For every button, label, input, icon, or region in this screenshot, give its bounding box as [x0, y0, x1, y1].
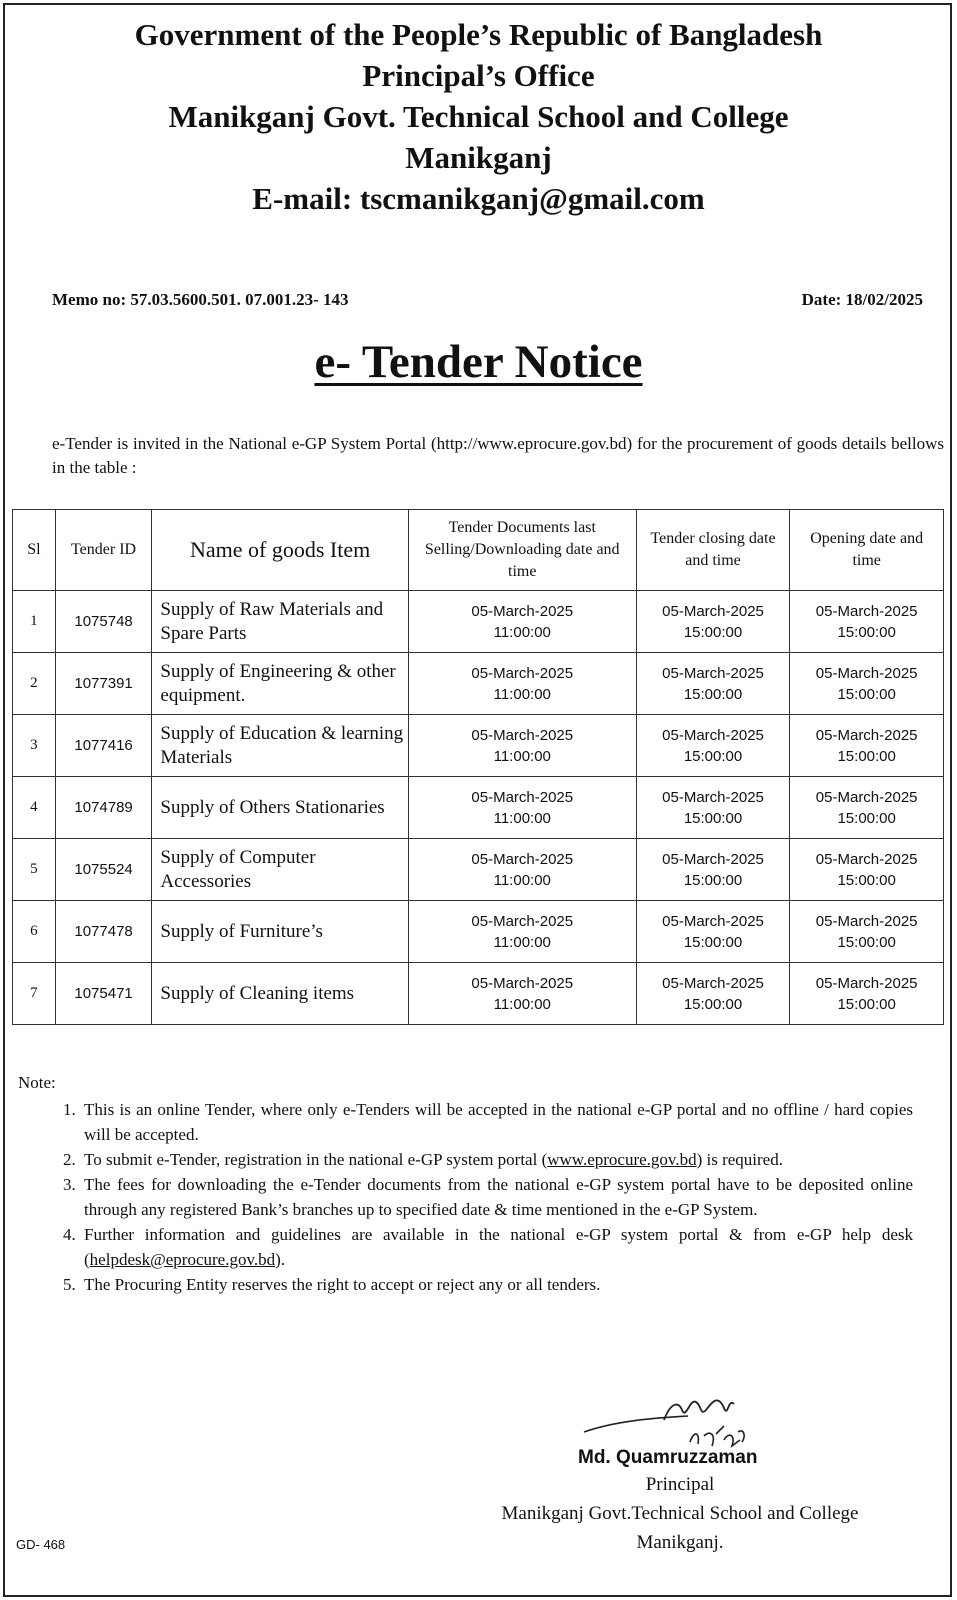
cell-opening-text: 15:00:00 [837, 685, 896, 703]
intro-paragraph: e-Tender is invited in the National e-GP System Portal (http://www.eprocure.gov.bd) for the procurement of goods details bellows in the table : [52, 434, 944, 477]
cell-opening-text: 05-March-2025 [815, 726, 918, 744]
cell-opening-text: 05-March-2025 [815, 788, 918, 806]
col-header-sl: Sl [13, 510, 56, 591]
header-email: E-mail: tscmanikganj@gmail.com [252, 181, 705, 216]
cell-opening-text: 05-March-2025 [815, 602, 918, 620]
cell-opening-text: 15:00:00 [837, 809, 896, 827]
note-text: ) is required. [696, 1150, 783, 1169]
cell-closing [636, 715, 790, 777]
cell-goods-name [152, 963, 408, 1025]
note-link[interactable]: helpdesk@eprocure.gov.bd [89, 1250, 276, 1269]
cell-docs-date [408, 591, 636, 653]
notes-label: Note: [18, 1073, 56, 1092]
table-row [13, 839, 944, 901]
note-text: The Procuring Entity reserves the right to accept or reject any or all tenders. [84, 1275, 601, 1294]
cell-closing [636, 591, 790, 653]
cell-tender-id [55, 901, 152, 963]
cell-docs-date-text: 11:00:00 [493, 871, 551, 889]
table-row [13, 591, 944, 653]
cell-closing-text: 15:00:00 [683, 685, 743, 703]
col-header-docs-date: Tender Documents last Selling/Downloading date and time [408, 510, 636, 591]
signatory-name: Md. Quamruzzaman [578, 1447, 758, 1468]
cell-opening-text: 15:00:00 [837, 747, 896, 765]
cell-closing-text: 05-March-2025 [662, 788, 764, 806]
cell-sl-text: 5 [30, 861, 38, 877]
cell-sl-text: 4 [30, 799, 38, 815]
cell-docs-date [408, 777, 636, 839]
cell-docs-date [408, 653, 636, 715]
signatory-institution: Manikganj Govt.Technical School and College [501, 1503, 859, 1524]
cell-sl-text: 6 [30, 923, 38, 939]
table-row [13, 777, 944, 839]
cell-docs-date-text: 05-March-2025 [471, 664, 574, 682]
cell-closing-text: 05-March-2025 [662, 602, 764, 620]
note-link[interactable]: www.eprocure.gov.bd [547, 1150, 697, 1169]
cell-goods-name [152, 777, 408, 839]
cell-sl [13, 653, 56, 715]
cell-goods-name [152, 839, 408, 901]
col-header-goods-name: Name of goods Item [152, 510, 408, 591]
note-text: This is an online Tender, where only e-Tenders will be accepted in the national e-GP portal and no offline / hard copies will be accepted. [84, 1100, 913, 1144]
notice-date: Date: 18/02/2025 [801, 290, 923, 309]
cell-opening [790, 715, 944, 777]
cell-goods-name [152, 653, 408, 715]
cell-closing [636, 653, 790, 715]
cell-docs-date-text: 11:00:00 [493, 685, 551, 703]
cell-closing-text: 05-March-2025 [662, 664, 764, 682]
table-row [13, 715, 944, 777]
table-row [13, 653, 944, 715]
note-item [80, 1272, 913, 1297]
cell-docs-date [408, 901, 636, 963]
cell-closing-text: 15:00:00 [683, 623, 743, 641]
cell-goods-name-text: Supply of Others Stationaries [160, 796, 385, 818]
cell-opening-text: 05-March-2025 [815, 974, 918, 992]
cell-tender-id-text: 1075524 [74, 861, 133, 878]
note-text: Further information and guidelines are available in the national e-GP system portal & from e-GP help desk ( [84, 1225, 913, 1269]
cell-opening [790, 839, 944, 901]
cell-sl [13, 591, 56, 653]
cell-goods-name-text: Supply of Cleaning items [160, 982, 355, 1004]
cell-closing-text: 15:00:00 [683, 871, 743, 889]
cell-opening [790, 777, 944, 839]
note-text: To submit e-Tender, registration in the national e-GP system portal ( [84, 1150, 548, 1169]
cell-closing-text: 15:00:00 [683, 747, 743, 765]
memo-number: Memo no: 57.03.5600.501. 07.001.23- 143 [52, 290, 349, 309]
cell-opening-text: 15:00:00 [837, 623, 896, 641]
note-item [80, 1147, 913, 1172]
cell-goods-name-text: Supply of Furniture’s [160, 920, 323, 942]
cell-sl [13, 777, 56, 839]
cell-docs-date-text: 05-March-2025 [471, 850, 574, 868]
table-header-row [13, 510, 944, 591]
page-title: e- Tender Notice [314, 336, 643, 388]
letterhead [0, 14, 957, 219]
cell-closing-text: 15:00:00 [683, 995, 743, 1013]
cell-sl-text: 3 [30, 737, 38, 753]
cell-sl-text: 1 [30, 613, 38, 629]
note-text: The fees for downloading the e-Tender documents from the national e-GP system portal have to be deposited online through any registered Bank’s branches up to specified date & time mentioned in the e-GP System. [84, 1175, 913, 1219]
cell-sl [13, 715, 56, 777]
notes-section [18, 1070, 913, 1297]
cell-tender-id [55, 715, 152, 777]
header-institution: Manikganj Govt. Technical School and College [168, 99, 789, 134]
header-office: Principal’s Office [362, 58, 595, 93]
cell-tender-id-text: 1077416 [74, 737, 133, 754]
col-header-opening: Opening date and time [790, 510, 944, 591]
note-text: ). [275, 1250, 286, 1269]
cell-closing [636, 839, 790, 901]
cell-sl [13, 963, 56, 1025]
cell-closing-text: 15:00:00 [683, 809, 743, 827]
cell-goods-name-text: Supply of Education & learning Materials [160, 722, 404, 768]
cell-goods-name [152, 715, 408, 777]
tender-table [12, 509, 944, 1025]
cell-closing-text: 15:00:00 [683, 933, 743, 951]
table-row [13, 963, 944, 1025]
cell-docs-date [408, 715, 636, 777]
cell-tender-id [55, 839, 152, 901]
cell-opening-text: 05-March-2025 [815, 664, 918, 682]
cell-opening [790, 653, 944, 715]
cell-opening [790, 963, 944, 1025]
table-body [13, 591, 944, 1025]
cell-closing-text: 05-March-2025 [662, 850, 764, 868]
cell-opening-text: 15:00:00 [837, 871, 896, 889]
cell-opening-text: 15:00:00 [837, 995, 896, 1013]
note-item [80, 1222, 913, 1272]
cell-goods-name-text: Supply of Engineering & other equipment. [160, 660, 396, 706]
cell-docs-date-text: 11:00:00 [493, 995, 551, 1013]
cell-tender-id-text: 1077478 [74, 923, 133, 940]
cell-opening [790, 901, 944, 963]
table-row [13, 901, 944, 963]
cell-docs-date-text: 11:00:00 [493, 623, 551, 641]
cell-docs-date [408, 839, 636, 901]
cell-docs-date-text: 05-March-2025 [471, 974, 574, 992]
cell-closing-text: 05-March-2025 [662, 726, 764, 744]
col-header-tender-id: Tender ID [55, 510, 152, 591]
cell-closing [636, 901, 790, 963]
cell-sl [13, 901, 56, 963]
cell-docs-date-text: 05-March-2025 [471, 726, 574, 744]
header-location: Manikganj [405, 140, 552, 175]
cell-tender-id [55, 963, 152, 1025]
cell-opening-text: 05-March-2025 [815, 912, 918, 930]
cell-closing [636, 777, 790, 839]
cell-docs-date-text: 11:00:00 [493, 747, 551, 765]
cell-tender-id-text: 1075748 [74, 613, 133, 630]
cell-opening-text: 05-March-2025 [815, 850, 918, 868]
cell-sl-text: 7 [30, 985, 38, 1001]
note-item [80, 1097, 913, 1147]
cell-tender-id [55, 653, 152, 715]
cell-sl-text: 2 [30, 675, 38, 691]
cell-docs-date-text: 05-March-2025 [471, 788, 574, 806]
header-government: Government of the People’s Republic of Bangladesh [134, 17, 823, 52]
cell-goods-name [152, 591, 408, 653]
cell-opening-text: 15:00:00 [837, 933, 896, 951]
cell-tender-id [55, 777, 152, 839]
cell-goods-name-text: Supply of Raw Materials and Spare Parts [160, 598, 384, 644]
cell-sl [13, 839, 56, 901]
notes-list [18, 1097, 913, 1297]
signatory-place: Manikganj. [636, 1532, 724, 1553]
cell-closing [636, 963, 790, 1025]
cell-docs-date-text: 05-March-2025 [471, 602, 574, 620]
cell-tender-id-text: 1074789 [74, 799, 133, 816]
cell-tender-id [55, 591, 152, 653]
col-header-closing: Tender closing date and time [636, 510, 790, 591]
note-item [80, 1172, 913, 1222]
cell-tender-id-text: 1077391 [74, 675, 133, 692]
cell-docs-date-text: 11:00:00 [493, 809, 551, 827]
footer-code: GD- 468 [16, 1537, 66, 1552]
cell-closing-text: 05-March-2025 [662, 912, 764, 930]
cell-closing-text: 05-March-2025 [662, 974, 764, 992]
signatory-designation: Principal [645, 1474, 715, 1495]
cell-goods-name-text: Supply of Computer Accessories [160, 846, 316, 892]
cell-docs-date-text: 11:00:00 [493, 933, 551, 951]
cell-docs-date-text: 05-March-2025 [471, 912, 574, 930]
cell-opening [790, 591, 944, 653]
cell-goods-name [152, 901, 408, 963]
cell-docs-date [408, 963, 636, 1025]
cell-tender-id-text: 1075471 [74, 985, 133, 1002]
